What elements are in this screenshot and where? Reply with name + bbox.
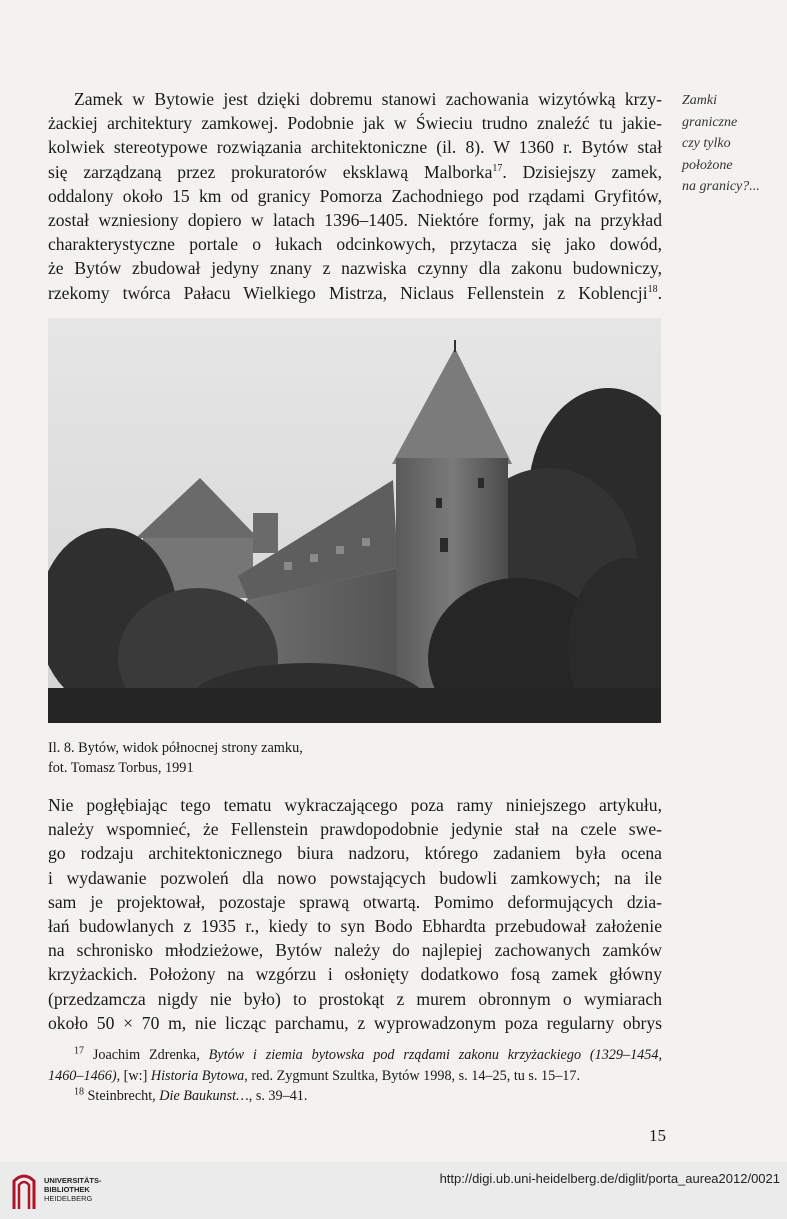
text-line: został wzniesiony dopiero w latach 1396–1405. Niektóre formy, jak na przykład [48,210,662,231]
footnote-18: $^{18}$ Steinbrecht, Die Baukunst…, s. 39–41. [74,1086,308,1104]
text-line: i wydawanie pozwoleń dla nowo powstających budowli zamkowych; na ile [48,867,662,888]
margin-note-line: na granicy?... [682,179,760,194]
text-line: krzyżackich. Położony na wzgórzu i osłonięty dodatkowo fosą zamek główny [48,964,662,985]
text-line: charakterystyczne portale o łukach odcinkowych, przytacza się jako dowód, [48,234,662,255]
text-line: że Bytów zbudował jedyny znany z nazwiska czynny dla zakonu budowniczy, [48,258,662,279]
text-line: oddalony około 15 km od granicy Pomorza Zachodniego pod rządami Gryfitów, [48,185,662,206]
viewer-footer [0,1162,787,1219]
text-line: Zamek w Bytowie jest dzięki dobremu stanowi zachowania wizytówką krzy- [74,89,662,109]
footnote-17-cont: 1460–1466), [w:] Historia Bytowa, red. Zygmunt Szultka, Bytów 1998, s. 14–25, tu s. 15–17. [48,1067,581,1084]
margin-note [682,90,782,198]
text-line: rzekomy twórca Pałacu Wielkiego Mistrza, Niclaus Fellenstein z Koblencji$^{18}$. [48,282,662,303]
caption-line: fot. Tomasz Torbus, 1991 [48,760,194,776]
text-line: łań budowlanych z 1935 r., kiedy to syn Bodo Ebhardta przebudował założenie [48,916,662,937]
text-line: go rodzaju architektonicznego biura nadzoru, którego zadaniem była ocena [48,843,662,864]
text-line: na schronisko młodzieżowe, Bytów należy do najlepiej zachowanych zamków [48,940,662,961]
text-line: żackiej architektury zamkowej. Podobnie jak w Świeciu trudno znaleźć tu jakie- [48,113,662,134]
margin-note-line: położone [682,157,733,173]
figure-caption [48,738,303,778]
library-logo-icon [10,1169,38,1211]
footnotes [48,1045,662,1107]
text-line: się zarządzaną przez prokuratorów eksklawą Malborka$^{17}$. Dzisiejszy zamek, [48,161,662,182]
permalink-url[interactable]: http://digi.ub.uni-heidelberg.de/diglit/porta_aurea2012/0021 [439,1171,780,1186]
caption-line: Il. 8. Bytów, widok północnej strony zamku, [48,740,303,756]
footnote-ref-18: 18 [647,283,658,295]
text-line: Nie pogłębiając tego tematu wykraczającego poza ramy niniejszego artykułu, [48,795,662,815]
footnote-17: $^{17}$ Joachim Zdrenka, Bytów i ziemia bytowska pod rządami zakonu krzyżackiego (1329–1454, [74,1045,662,1063]
castle-photo [48,318,661,723]
text-line: należy wspomnieć, że Fellenstein prawdopodobnie jedynie stał na czele swe- [48,819,662,840]
text-line: (przedzamcza nigdy nie było) to prostokąt z murem obronnym o wymiarach [48,988,662,1009]
margin-note-line: Zamki [682,93,717,108]
library-name: UNIVERSITÄTS- BIBLIOTHEK HEIDELBERG [44,1176,102,1203]
text-line: kolwiek stereotypowe rozwiązania architektoniczne (il. 8). W 1360 r. Bytów stał [48,137,662,158]
margin-note-line: graniczne [682,114,738,130]
footnote-ref-17: 17 [492,162,503,174]
page-number: 15 [649,1126,666,1145]
text-line: około 50 × 70 m, nie licząc parchamu, z wyprowadzonym poza regularny obrys [48,1012,662,1033]
paragraph-2 [48,793,662,1035]
text-line: sam je projektował, pozostaje sprawą otwartą. Pomimo deformujących dzia- [48,891,662,912]
margin-note-line: czy tylko [682,136,731,151]
paragraph-1 [48,87,662,305]
